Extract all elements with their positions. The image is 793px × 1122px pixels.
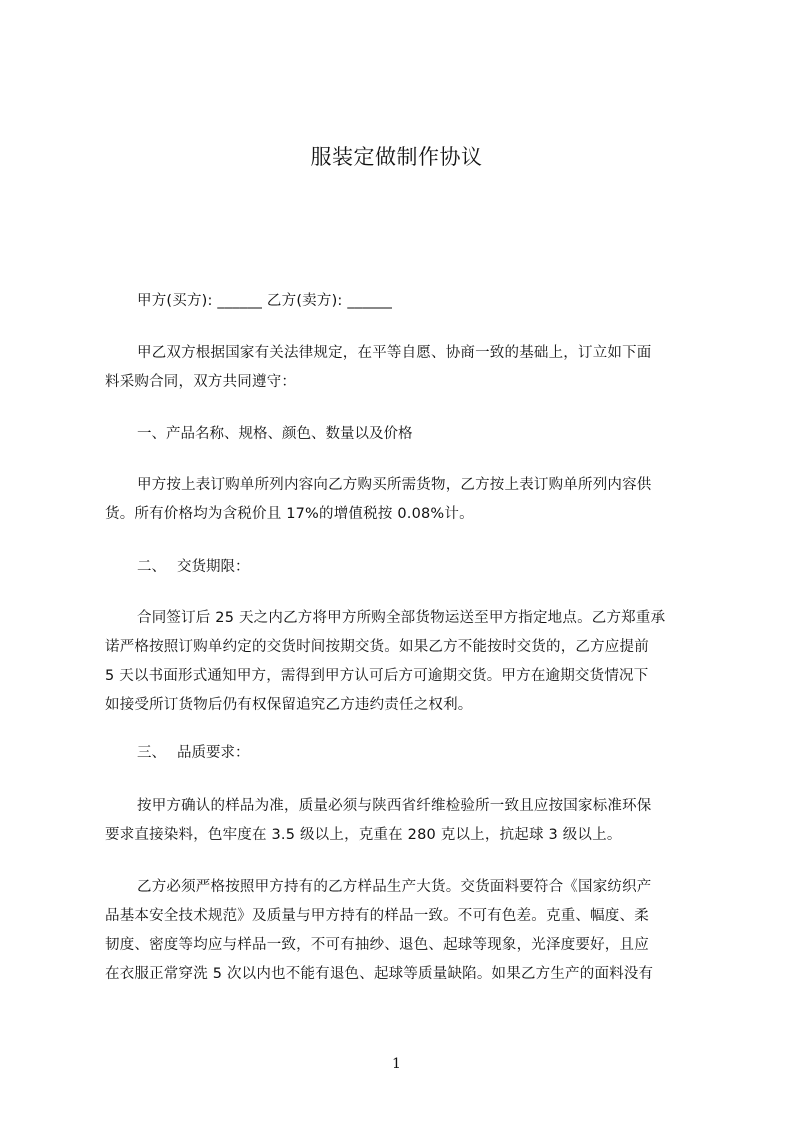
paragraph-line: 在衣服正常穿洗 5 次以内也不能有退色、起球等质量缺陷。如果乙方生产的面料没有 xyxy=(105,966,654,982)
paragraph-line: 诺严格按照订购单约定的交货时间按期交货。如果乙方不能按时交货的，乙方应提前 xyxy=(105,639,649,655)
section-number: 三、 xyxy=(137,745,166,761)
section-heading-2 xyxy=(137,553,250,582)
document-title: 服装定做制作协议 xyxy=(310,145,483,169)
paragraph-line: 5 天以书面形式通知甲方，需得到甲方认可后方可逾期交货。甲方在逾期交货情况下 xyxy=(105,668,649,684)
paragraph-line: 按甲方确认的样品为准，质量必须与陕西省纤维检验所一致且应按国家标准环保 xyxy=(137,798,652,814)
paragraph-line: 要求直接染料，色牢度在 3.5 级以上，克重在 280 克以上，抗起球 3 级以上。 xyxy=(105,827,622,843)
section3-paragraph-1 xyxy=(105,792,705,850)
section-heading-text: 品质要求： xyxy=(177,745,250,761)
section3-paragraph-2 xyxy=(105,873,705,989)
page-number: 1 xyxy=(392,1056,401,1072)
paragraph-line: 韧度、密度等均应与样品一致，不可有抽纱、退色、起球等现象，光泽度要好，且应 xyxy=(105,937,649,953)
parties-line xyxy=(105,287,705,316)
section1-paragraph xyxy=(105,471,705,529)
paragraph-line: 品基本安全技术规范》及质量与甲方持有的样品一致。不可有色差。克重、幅度、柔 xyxy=(105,908,649,924)
paragraph-line: 货。所有价格均为含税价且 17%的增值税按 0.08%计。 xyxy=(105,506,474,522)
parties-text: 甲方(买方): ______ 乙方(卖方): ______ xyxy=(137,293,393,309)
section-number: 二、 xyxy=(137,559,166,575)
intro-paragraph xyxy=(105,339,705,397)
paragraph-line: 如接受所订货物后仍有权保留追究乙方违约责任之权利。 xyxy=(105,697,473,713)
section-heading-3 xyxy=(137,739,250,768)
paragraph-line: 甲乙双方根据国家有关法律规定，在平等自愿、协商一致的基础上，订立如下面 xyxy=(137,345,652,361)
section-heading-1: 一、产品名称、规格、颜色、数量以及价格 xyxy=(137,426,413,442)
section2-paragraph xyxy=(105,604,705,720)
paragraph-line: 合同签订后 25 天之内乙方将甲方所购全部货物运送至甲方指定地点。乙方郑重承 xyxy=(137,610,666,626)
paragraph-line: 料采购合同，双方共同遵守： xyxy=(105,374,297,390)
paragraph-line: 甲方按上表订购单所列内容向乙方购买所需货物，乙方按上表订购单所列内容供 xyxy=(137,477,652,493)
section-heading-text: 交货期限： xyxy=(177,559,250,575)
paragraph-line: 乙方必须严格按照甲方持有的乙方样品生产大货。交货面料要符合《国家纺织产 xyxy=(137,879,652,895)
